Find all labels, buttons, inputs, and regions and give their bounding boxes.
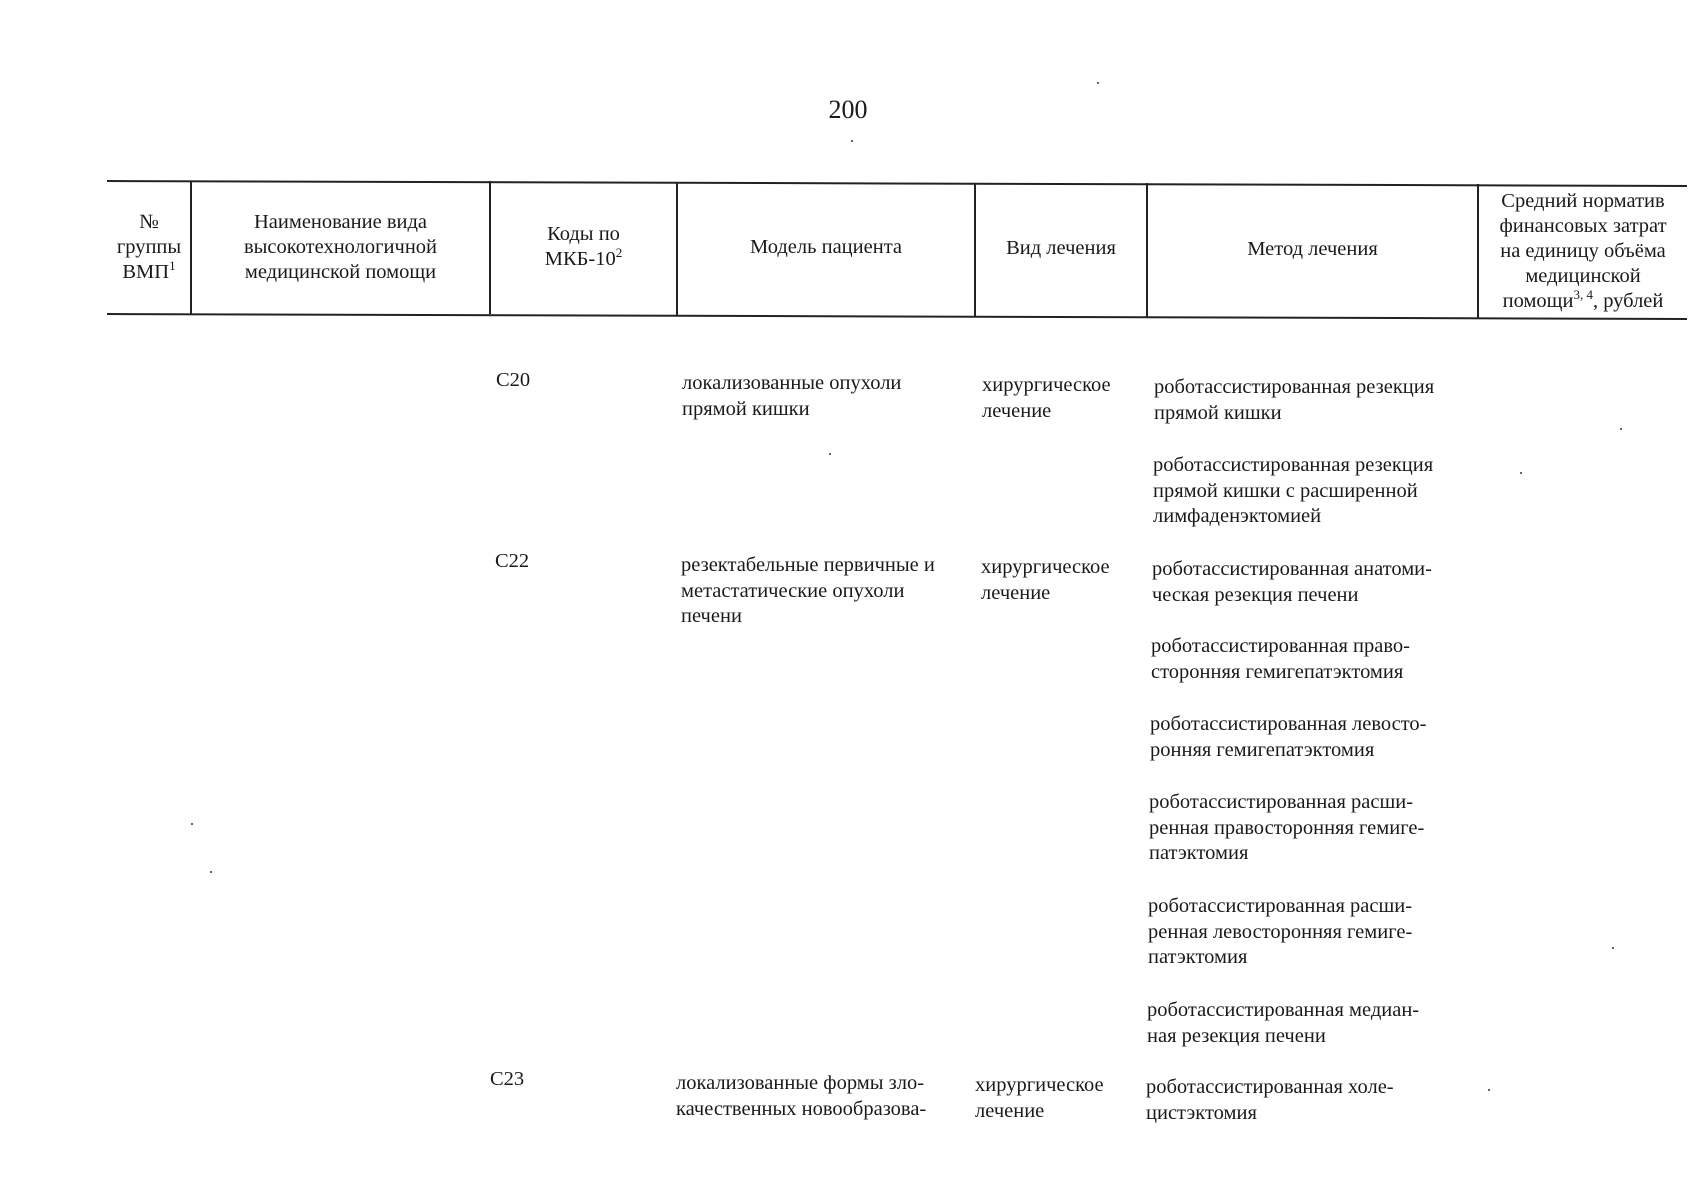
method-c23-1: роботассистированная холе- цистэктомия <box>1146 1076 1394 1124</box>
scan-speck <box>1520 472 1522 474</box>
footnote-3-4-marker: 3, 4 <box>1573 286 1593 302</box>
method-c22-2: роботассистированная право- сторонняя гемигепатэктомия <box>1151 635 1410 683</box>
scan-speck <box>1488 1089 1490 1091</box>
treatment-type-c22: хирургическое лечение <box>981 556 1110 604</box>
header-icd-codes-text: Коды по МКБ-10 <box>544 223 620 270</box>
method-c22-6: роботассистированная медиан- ная резекция печени <box>1147 999 1420 1047</box>
method-c22-1: роботассистированная анатоми- ческая резекция печени <box>1152 558 1432 606</box>
method-c20-2: роботассистированная резекция прямой кишки с расширенной лимфаденэктомией <box>1153 454 1434 527</box>
method-c22-4: роботассистированная расши- ренная правосторонняя гемиге- патэктомия <box>1149 791 1425 864</box>
scan-speck <box>1612 947 1614 949</box>
header-cost-norm-text: Средний норматив финансовых затрат на единицу объёма медицинской помощи <box>1499 189 1667 312</box>
header-patient-model <box>678 182 974 312</box>
scan-speck <box>191 823 193 825</box>
header-vmp-name-text: Наименование вида высокотехнологичной медицинской помощи <box>243 210 438 283</box>
scan-speck <box>851 140 853 142</box>
header-cost-norm <box>1479 186 1687 316</box>
footnote-2-marker: 2 <box>615 245 623 261</box>
icd-code-c23: C23 <box>490 1068 525 1090</box>
patient-model-c20: локализованные опухоли прямой кишки <box>682 372 902 420</box>
icd-code-c22: C22 <box>495 550 530 572</box>
header-group-number-text: № группы ВМП <box>116 210 182 283</box>
method-c20-1: роботассистированная резекция прямой кишки <box>1154 376 1435 424</box>
method-c22-3: роботассистированная левосто- ронняя гемигепатэктомия <box>1150 713 1427 761</box>
header-treatment-method-text: Метод лечения <box>1247 237 1378 260</box>
header-icd-codes <box>491 182 676 312</box>
patient-model-c23: локализованные формы зло- качественных новообразова- <box>676 1072 927 1120</box>
footnote-1-marker: 1 <box>169 257 176 273</box>
page-number: 200 <box>828 95 868 124</box>
header-group-number <box>108 182 190 312</box>
header-treatment-type-text: Вид лечения <box>1006 236 1116 259</box>
header-treatment-method <box>1148 184 1477 314</box>
scan-speck <box>1620 428 1622 430</box>
icd-code-c20: C20 <box>496 369 531 391</box>
patient-model-c22: резектабельные первичные и метастатические опухоли печени <box>681 554 935 627</box>
treatment-type-c23: хирургическое лечение <box>975 1074 1104 1122</box>
scan-speck <box>210 871 212 873</box>
header-patient-model-text: Модель пациента <box>750 235 902 258</box>
scan-speck <box>1097 82 1099 84</box>
header-treatment-type <box>976 183 1146 313</box>
header-cost-norm-unit: , рублей <box>1592 289 1664 312</box>
header-vmp-name <box>192 182 489 312</box>
scan-speck <box>829 453 831 455</box>
header-bottom-rule <box>107 313 1687 320</box>
method-c22-5: роботассистированная расши- ренная левосторонняя гемиге- патэктомия <box>1148 895 1413 968</box>
treatment-type-c20: хирургическое лечение <box>982 374 1111 422</box>
